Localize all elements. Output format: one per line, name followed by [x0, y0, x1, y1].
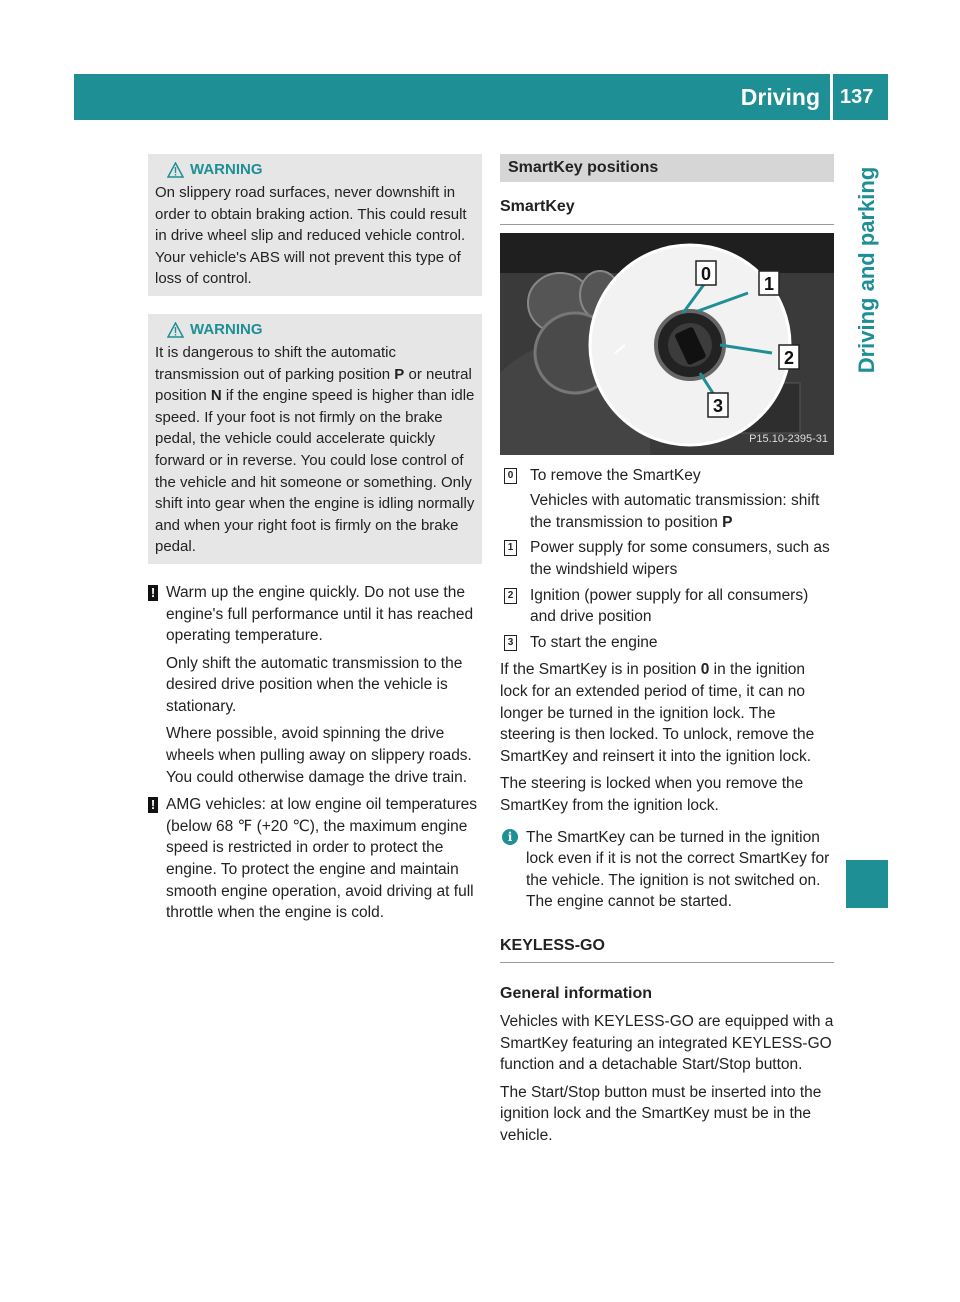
body-paragraph: Vehicles with KEYLESS-GO are equipped with a SmartKey featuring an integrated KEYLESS-GO function and a detachable Start/Stop button.: [500, 1013, 834, 1074]
warning-title: WARNING: [190, 161, 263, 179]
note-text: AMG vehicles: at low engine oil temperatures (below 68 ℉ (+20 ℃), the maximum engine speed is restricted in order to protect the engine. To protect the engine and maintain smooth engine operation, avoid driving at full throttle when the engine is cold.: [166, 796, 478, 922]
exclamation-icon: !: [148, 585, 158, 601]
warning-box: [148, 154, 482, 296]
warning-text: It is dangerous to shift the automatic transmission out of parking position P or neutral position N if the engine speed is higher than idle speed. If your foot is not firmly on the brake pedal, the vehicle could accelerate quickly forward or in reverse. You could lose control of the vehicle and hit someone or something. Only shift into gear when the engine is idling normally and when your right foot is firmly on the brake pedal.: [155, 343, 475, 556]
left-column: [148, 154, 482, 930]
legend-number: 1: [504, 540, 517, 556]
legend-number: 3: [504, 635, 517, 651]
warning-triangle-icon: [167, 322, 184, 338]
section-title: SmartKey positions: [500, 154, 834, 182]
legend-number: 0: [504, 468, 517, 484]
body-paragraph: The Start/Stop button must be inserted into the ignition lock and the SmartKey must be in the vehicle.: [500, 1083, 822, 1145]
exclamation-icon: !: [148, 797, 158, 813]
body-paragraph: If the SmartKey is in position 0 in the ignition lock for an extended period of time, it can no longer be turned in the ignition lock. The steering is then locked. To unlock, remove the SmartKey and reinsert it into the ignition lock.: [500, 661, 815, 765]
general-information-heading: General information: [500, 985, 653, 1003]
legend-item: [500, 537, 834, 580]
warning-heading: [167, 318, 475, 342]
legend-number: 2: [504, 588, 517, 604]
warning-text: On slippery road surfaces, never downshift in order to obtain braking action. This could result in drive wheel slip and reduced vehicle control. Your vehicle's ABS will not prevent this type of loss of control.: [155, 184, 467, 288]
figure-code: P15.10-2395-31: [749, 433, 828, 445]
warning-title: WARNING: [190, 321, 263, 339]
info-icon: i: [502, 829, 518, 845]
legend-text: To remove the SmartKey: [530, 466, 701, 484]
warning-heading: [167, 158, 475, 182]
legend-item: [500, 585, 834, 628]
figure-legend: [500, 465, 834, 654]
caution-note: [148, 794, 482, 924]
legend-item: [500, 465, 834, 534]
info-note: [500, 827, 834, 913]
dashboard-illustration: [500, 233, 834, 455]
position-label-2: 2: [783, 347, 795, 368]
position-label-1: 1: [763, 273, 775, 294]
legend-text: To start the engine: [530, 633, 658, 651]
side-tab-label: Driving and parking: [854, 166, 879, 374]
legend-item: [500, 632, 834, 654]
warning-box: [148, 314, 482, 564]
chapter-title: Driving: [740, 84, 820, 110]
warning-triangle-icon: [167, 162, 184, 178]
smartkey-positions-figure: [500, 233, 834, 455]
keyless-go-heading: KEYLESS-GO: [500, 935, 834, 964]
body-paragraph: The steering is locked when you remove the SmartKey from the ignition lock.: [500, 775, 804, 814]
legend-text: Power supply for some consumers, such as the windshield wipers: [530, 539, 830, 578]
page-number: 137: [840, 86, 874, 108]
legend-subtext: Vehicles with automatic transmission: shift the transmission to position P: [530, 492, 820, 531]
note-text: Only shift the automatic transmission to the desired drive position when the vehicle is stationary.: [166, 654, 463, 715]
header-separator: [830, 74, 833, 120]
legend-text: Ignition (power supply for all consumers) and drive position: [530, 586, 809, 626]
side-tab-marker: [846, 860, 888, 908]
note-text: Where possible, avoid spinning the drive wheels when pulling away on slippery roads. You could otherwise damage the drive train.: [166, 725, 472, 786]
note-text: Warm up the engine quickly. Do not use the engine's full performance until it has reached operating temperature.: [166, 583, 474, 645]
info-text: The SmartKey can be turned in the ignition lock even if it is not the correct SmartKey for the vehicle. The ignition is not switched on. The engine cannot be started.: [526, 828, 830, 911]
right-column: [500, 154, 834, 1153]
caution-note: [148, 582, 482, 788]
position-label-3: 3: [712, 395, 724, 416]
position-label-0: 0: [700, 263, 712, 284]
subsection-title: SmartKey: [500, 196, 834, 225]
